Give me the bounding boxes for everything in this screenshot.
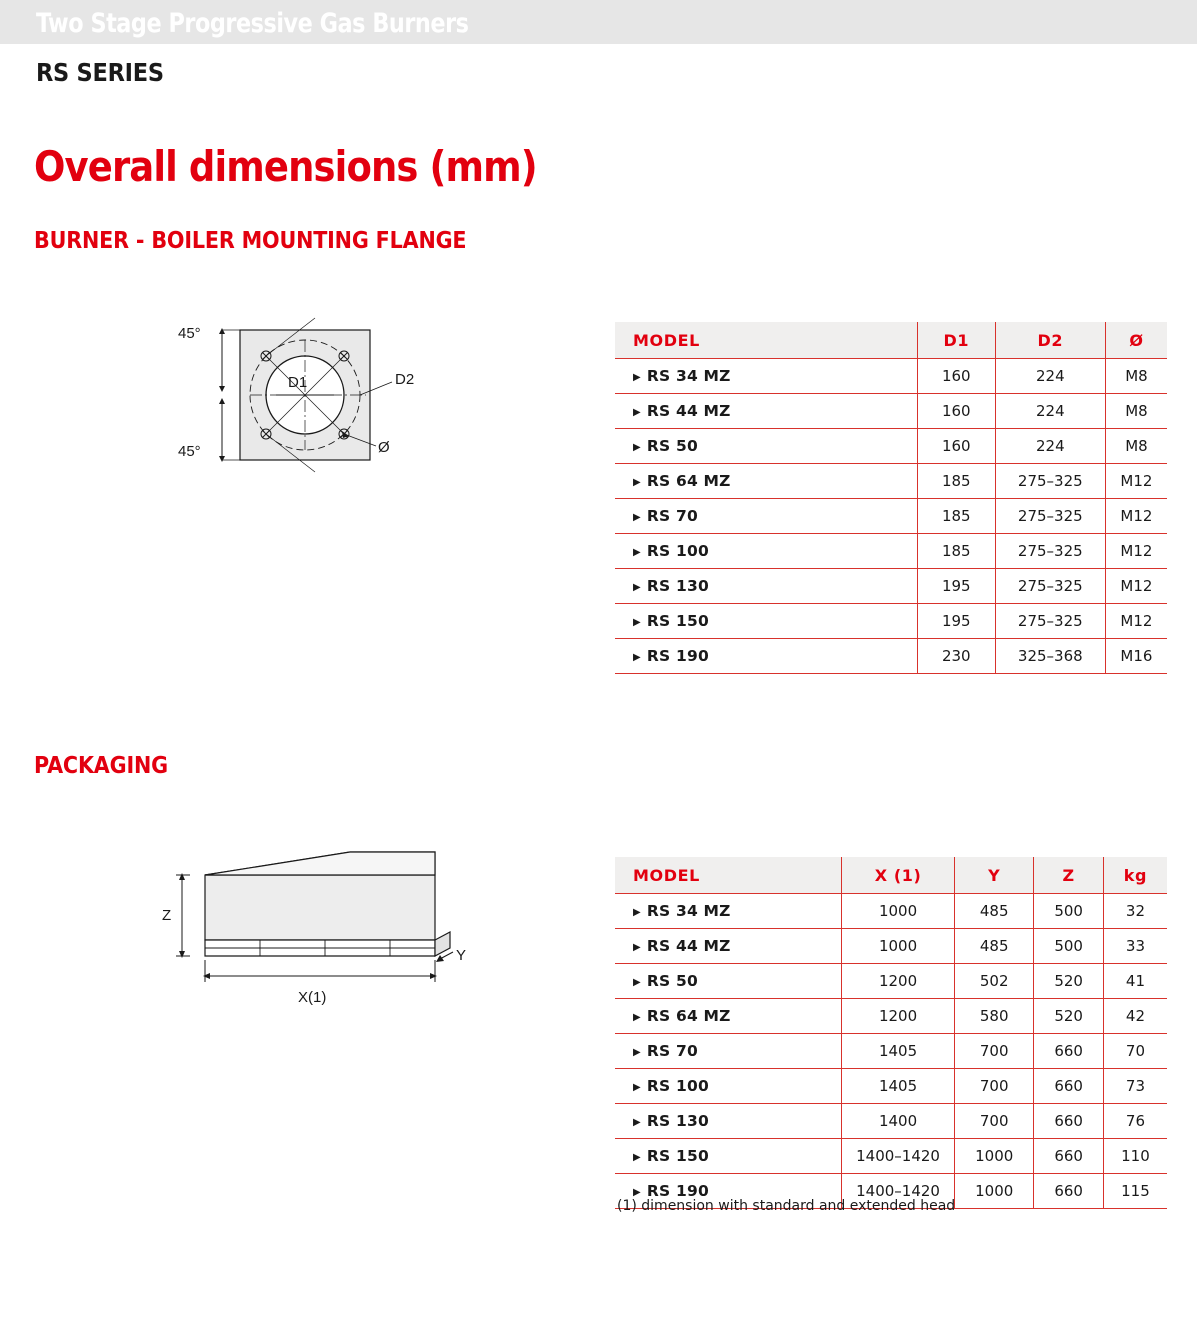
table-row	[615, 929, 1167, 964]
cell-diameter: M12	[1105, 499, 1167, 534]
cell-z: 660	[1034, 1174, 1104, 1209]
cell-d1: 195	[917, 604, 995, 639]
cell-diameter: M12	[1105, 534, 1167, 569]
model-name: RS 130	[646, 1112, 709, 1130]
cell-d1: 185	[917, 534, 995, 569]
cell-y: 580	[955, 999, 1034, 1034]
page-header-band	[0, 0, 1197, 44]
flange-d2-label: D2	[395, 371, 415, 388]
flange-diameter-label: Ø	[378, 439, 390, 456]
table-row	[615, 999, 1167, 1034]
cell-d2: 224	[995, 429, 1105, 464]
model-name: RS 100	[646, 542, 709, 560]
bullet-arrow-icon: ▶	[633, 1047, 641, 1058]
cell-d1: 230	[917, 639, 995, 674]
cell-z: 500	[1034, 894, 1104, 929]
model-name: RS 64 MZ	[646, 1007, 731, 1025]
cell-x: 1000	[842, 929, 955, 964]
bullet-arrow-icon: ▶	[633, 1117, 641, 1128]
cell-d1: 185	[917, 499, 995, 534]
cell-d1: 185	[917, 464, 995, 499]
table-header-row	[615, 322, 1167, 359]
cell-kg: 32	[1103, 894, 1167, 929]
bullet-arrow-icon: ▶	[633, 1012, 641, 1023]
cell-model	[615, 894, 842, 929]
cell-d2: 275–325	[995, 604, 1105, 639]
page-header-title: Two Stage Progressive Gas Burners	[36, 8, 469, 39]
cell-kg: 115	[1103, 1174, 1167, 1209]
bullet-arrow-icon: ▶	[633, 477, 641, 488]
cell-y: 700	[955, 1069, 1034, 1104]
cell-kg: 73	[1103, 1069, 1167, 1104]
model-name: RS 150	[646, 612, 709, 630]
table-row	[615, 964, 1167, 999]
cell-x: 1200	[842, 964, 955, 999]
bullet-arrow-icon: ▶	[633, 547, 641, 558]
packaging-x-label: X(1)	[298, 989, 327, 1006]
cell-model	[615, 604, 917, 639]
cell-diameter: M12	[1105, 604, 1167, 639]
cell-model	[615, 1139, 842, 1174]
cell-z: 660	[1034, 1069, 1104, 1104]
table-row	[615, 639, 1167, 674]
table-row	[615, 1069, 1167, 1104]
bullet-arrow-icon: ▶	[633, 407, 641, 418]
section-heading-packaging: PACKAGING	[34, 753, 168, 779]
table-row	[615, 499, 1167, 534]
table-row	[615, 894, 1167, 929]
flange-dimensions-table	[615, 322, 1167, 674]
cell-diameter: M12	[1105, 569, 1167, 604]
column-header-diameter: Ø	[1105, 322, 1167, 359]
packaging-y-label: Y	[456, 947, 467, 964]
cell-model	[615, 394, 917, 429]
cell-x: 1400–1420	[842, 1174, 955, 1209]
cell-d2: 325–368	[995, 639, 1105, 674]
column-header-y: Y	[955, 857, 1034, 894]
bullet-arrow-icon: ▶	[633, 1152, 641, 1163]
model-name: RS 70	[646, 507, 698, 525]
column-header-kg: kg	[1103, 857, 1167, 894]
column-header-x: X (1)	[842, 857, 955, 894]
cell-model	[615, 569, 917, 604]
bullet-arrow-icon: ▶	[633, 442, 641, 453]
cell-d1: 160	[917, 359, 995, 394]
cell-y: 485	[955, 929, 1034, 964]
column-header-model: MODEL	[615, 322, 917, 359]
cell-model	[615, 929, 842, 964]
column-header-z: Z	[1034, 857, 1104, 894]
table-row	[615, 464, 1167, 499]
cell-model	[615, 639, 917, 674]
cell-diameter: M16	[1105, 639, 1167, 674]
cell-diameter: M8	[1105, 429, 1167, 464]
cell-z: 520	[1034, 964, 1104, 999]
bullet-arrow-icon: ▶	[633, 1187, 641, 1198]
cell-diameter: M12	[1105, 464, 1167, 499]
cell-model	[615, 534, 917, 569]
cell-d2: 275–325	[995, 534, 1105, 569]
cell-model	[615, 1069, 842, 1104]
bullet-arrow-icon: ▶	[633, 582, 641, 593]
cell-y: 485	[955, 894, 1034, 929]
cell-kg: 70	[1103, 1034, 1167, 1069]
cell-x: 1405	[842, 1034, 955, 1069]
column-header-model: MODEL	[615, 857, 842, 894]
cell-d1: 160	[917, 429, 995, 464]
cell-kg: 42	[1103, 999, 1167, 1034]
table-row	[615, 394, 1167, 429]
model-name: RS 70	[646, 1042, 698, 1060]
cell-z: 500	[1034, 929, 1104, 964]
table-row	[615, 1034, 1167, 1069]
column-header-d1: D1	[917, 322, 995, 359]
cell-x: 1400–1420	[842, 1139, 955, 1174]
cell-y: 1000	[955, 1139, 1034, 1174]
bullet-arrow-icon: ▶	[633, 907, 641, 918]
bullet-arrow-icon: ▶	[633, 942, 641, 953]
cell-model	[615, 359, 917, 394]
table-row	[615, 569, 1167, 604]
bullet-arrow-icon: ▶	[633, 1082, 641, 1093]
cell-kg: 76	[1103, 1104, 1167, 1139]
cell-model	[615, 464, 917, 499]
page-title: Overall dimensions (mm)	[34, 142, 537, 191]
cell-model	[615, 964, 842, 999]
table-row	[615, 359, 1167, 394]
cell-diameter: M8	[1105, 394, 1167, 429]
cell-model	[615, 1104, 842, 1139]
cell-d2: 275–325	[995, 569, 1105, 604]
bullet-arrow-icon: ▶	[633, 652, 641, 663]
cell-model	[615, 1034, 842, 1069]
cell-d2: 275–325	[995, 499, 1105, 534]
cell-model	[615, 499, 917, 534]
flange-angle-bottom-label: 45°	[178, 443, 201, 460]
model-name: RS 44 MZ	[646, 937, 731, 955]
table-row	[615, 534, 1167, 569]
model-name: RS 100	[646, 1077, 709, 1095]
cell-d2: 224	[995, 394, 1105, 429]
table-row	[615, 1104, 1167, 1139]
section-heading-flange: BURNER - BOILER MOUNTING FLANGE	[34, 228, 467, 254]
bullet-arrow-icon: ▶	[633, 512, 641, 523]
cell-z: 520	[1034, 999, 1104, 1034]
model-name: RS 50	[646, 437, 698, 455]
cell-y: 502	[955, 964, 1034, 999]
model-name: RS 50	[646, 972, 698, 990]
cell-kg: 33	[1103, 929, 1167, 964]
bullet-arrow-icon: ▶	[633, 372, 641, 383]
model-name: RS 34 MZ	[646, 367, 731, 385]
model-name: RS 190	[646, 647, 709, 665]
bullet-arrow-icon: ▶	[633, 977, 641, 988]
cell-y: 1000	[955, 1174, 1034, 1209]
model-name: RS 44 MZ	[646, 402, 731, 420]
table-row	[615, 604, 1167, 639]
cell-y: 700	[955, 1104, 1034, 1139]
flange-technical-drawing	[170, 300, 470, 515]
cell-x: 1200	[842, 999, 955, 1034]
cell-d1: 160	[917, 394, 995, 429]
cell-diameter: M8	[1105, 359, 1167, 394]
cell-d2: 224	[995, 359, 1105, 394]
cell-x: 1400	[842, 1104, 955, 1139]
table-header-row	[615, 857, 1167, 894]
table-row	[615, 1139, 1167, 1174]
table-row	[615, 429, 1167, 464]
cell-z: 660	[1034, 1139, 1104, 1174]
packaging-table-footnote: (1) dimension with standard and extended head	[617, 1198, 956, 1214]
cell-kg: 41	[1103, 964, 1167, 999]
cell-model	[615, 429, 917, 464]
model-name: RS 64 MZ	[646, 472, 731, 490]
cell-x: 1000	[842, 894, 955, 929]
cell-z: 660	[1034, 1104, 1104, 1139]
cell-kg: 110	[1103, 1139, 1167, 1174]
cell-d2: 275–325	[995, 464, 1105, 499]
model-name: RS 190	[646, 1182, 709, 1200]
packaging-dimensions-table	[615, 857, 1167, 1209]
packaging-technical-drawing	[150, 830, 480, 1015]
flange-d1-label: D1	[288, 374, 308, 391]
cell-model	[615, 999, 842, 1034]
cell-d1: 195	[917, 569, 995, 604]
cell-z: 660	[1034, 1034, 1104, 1069]
cell-x: 1405	[842, 1069, 955, 1104]
model-name: RS 150	[646, 1147, 709, 1165]
column-header-d2: D2	[995, 322, 1105, 359]
flange-angle-top-label: 45°	[178, 325, 201, 342]
model-name: RS 34 MZ	[646, 902, 731, 920]
cell-y: 700	[955, 1034, 1034, 1069]
model-name: RS 130	[646, 577, 709, 595]
bullet-arrow-icon: ▶	[633, 617, 641, 628]
packaging-z-label: Z	[162, 907, 172, 924]
series-title: RS SERIES	[36, 58, 164, 87]
